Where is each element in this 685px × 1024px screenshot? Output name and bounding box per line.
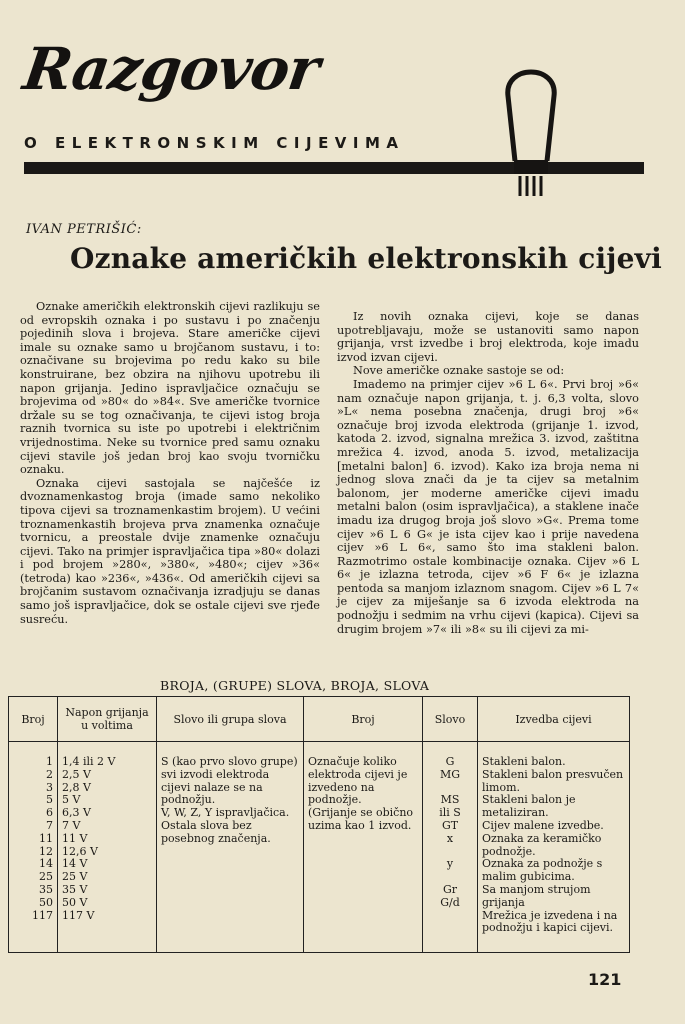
cell-value: Stakleni balon presvučen limom. <box>482 767 624 794</box>
broj-izvoda-cell <box>304 742 423 953</box>
cell-value: 12,6 V <box>62 844 98 858</box>
paragraph: Oznake američkih elektronskih cijevi razlikuju se od evropskih oznaka i po sustavu i po značenju pojedinih slova i brojeva. Stare američke cijevi imale su oznake samo u brojčanom sustavu, i to: označivane su brojevima po redu kako su bile konstruirane, bez obzira na njihovu upotrebu ili napon grijanja. Jedino ispravljačice označuju se brojevima od »80« do »84«. Sve američke tvornice držale su se tog označivanja, te cijevi istog broja raznih tvornica su iste po upotrebi i električnim vrijednostima. Neke su tvornice pred samu oznaku cijevi stavile još jedan broj kao svoju tvorničku oznaku. <box>20 300 320 477</box>
cell-value: Cijev malene izvedbe. <box>482 818 604 832</box>
slovo-cell <box>423 742 478 953</box>
section-subtitle: O ELEKTRONSKIM CIJEVIMA <box>24 134 405 152</box>
page-number: 121 <box>588 970 622 989</box>
cell-value: 7 V <box>62 818 81 832</box>
cell-value: 50 <box>39 895 53 909</box>
table-header-row <box>9 697 630 742</box>
cell-value: S (kao prvo slovo grupe) svi izvodi elektroda cijevi nalaze se na podnožju. <box>161 755 298 807</box>
cell-value: 7 <box>46 818 53 832</box>
paragraph: Iz novih oznaka cijevi, koje se danas upotrebljavaju, može se ustanoviti samo napon grijanja, vrst izvedbe i broj elektroda, koje imadu izvod izvan cijevi. <box>337 310 639 364</box>
table-heading: BROJA, (GRUPE) SLOVA, BROJA, SLOVA <box>160 678 430 693</box>
cell-value: Oznaka za keramičko podnožje. <box>482 831 602 858</box>
cell-value: 11 <box>39 831 53 845</box>
column-header: Napon grijanja u voltima <box>58 697 157 742</box>
cell-value: MG <box>439 767 461 781</box>
broj-cell <box>9 742 58 953</box>
cell-value: 5 V <box>62 793 81 807</box>
article-column-left <box>20 300 320 626</box>
cell-value: Sa manjom strujom grijanja <box>482 882 591 909</box>
article-column-right <box>337 310 639 636</box>
cell-value: x <box>446 831 454 845</box>
cell-value: 1 <box>46 755 53 768</box>
izvedba-cell <box>478 742 630 953</box>
tube-code-table <box>8 696 630 953</box>
cell-value: Mrežica je izvedena i na podnožju i kapici cijevi. <box>482 908 618 935</box>
cell-value: 2 <box>46 767 53 781</box>
table-row <box>9 742 630 953</box>
cell-value: 25 V <box>62 870 88 884</box>
cell-value: Stakleni balon. <box>482 755 566 768</box>
magazine-logo: Razgovor <box>19 35 324 103</box>
cell-value: ili S <box>439 806 461 820</box>
cell-value: 2,5 V <box>62 767 91 781</box>
cell-value: G/d <box>440 895 460 909</box>
cell-value: 14 <box>39 857 53 871</box>
vacuum-tube-icon <box>496 56 568 200</box>
napon-cell <box>58 742 157 953</box>
cell-value: 3 <box>46 780 53 794</box>
cell-value: Gr <box>442 882 458 896</box>
cell-value: 1,4 ili 2 V <box>62 755 116 768</box>
cell-value: G <box>445 755 455 768</box>
cell-value: 11 V <box>62 831 88 845</box>
cell-value: Označuje koliko elektroda cijevi je izvedeno na podnožje. <box>308 755 408 807</box>
paragraph: Imademo na primjer cijev »6 L 6«. Prvi broj »6« nam označuje napon grijanja, t. j. 6,3 volta, slovo »L« nema posebna značenja, drugi broj »6« označuje broj izvoda elektroda (grijanje 1. izvod, katoda 2. izvod, signalna mrežica 3. izvod, zaštitna mrežica 4. izvod, anoda 5. izvod, metalizacija [metalni balon] 6. izvod). Kako iza broja nema ni jednog slova znači da je ta cijev sa metalnim balonom, jer moderne američke cijevi imadu metalni balon (osim ispravljačica), a staklene inače imadu iza drugog broja još slovo »G«. Prema tome cijev »6 L 6 G« je ista cijev kao i prije navedena cijev »6 L 6«, samo što ima stakleni balon. Razmotrimo ostale kombinacije oznaka. Cijev »6 L 6« je izlazna tetroda, cijev »6 F 6« je izlazna pentoda sa manjom izlaznom snagom. Cijev »6 L 7« je cijev za miješanje sa 6 izvoda elektroda na podnožju i sedmim na vrhu cijevi (kapica). Cijevi sa drugim brojem »7« ili »8« su ili cijevi za mi- <box>337 377 639 636</box>
cell-value: Oznaka za podnožje s malim gubicima. <box>482 857 603 884</box>
cell-value: 6,3 V <box>62 806 91 820</box>
cell-value: 117 V <box>62 908 95 922</box>
column-header: Broj <box>9 697 58 742</box>
cell-value: 25 <box>39 870 53 884</box>
column-header: Slovo ili grupa slova <box>157 697 304 742</box>
cell-value: 6 <box>46 806 53 820</box>
cell-value: MS <box>440 793 460 807</box>
paragraph: Nove američke oznake sastoje se od: <box>353 364 565 378</box>
cell-value: y <box>446 857 454 871</box>
cell-value: 5 <box>46 793 53 807</box>
cell-value: 14 V <box>62 857 88 871</box>
article-author: IVAN PETRIŠIĆ: <box>26 222 142 237</box>
cell-value: 35 V <box>62 882 88 896</box>
cell-value: V, W, Z, Y ispravljačica. <box>161 806 290 820</box>
cell-value: (Grijanje se obično uzima kao 1 izvod. <box>308 806 414 832</box>
column-header: Izvedba cijevi <box>478 697 630 742</box>
article-title: Oznake američkih elektronskih cijevi <box>70 242 662 275</box>
cell-value: 35 <box>39 882 53 896</box>
cell-value: 12 <box>39 844 53 858</box>
column-header: Slovo <box>423 697 478 742</box>
cell-value: 50 V <box>62 895 88 909</box>
cell-value: 2,8 V <box>62 780 91 794</box>
cell-value: 117 <box>32 908 53 922</box>
cell-value: GT <box>441 818 459 832</box>
slovo-grupa-cell <box>157 742 304 953</box>
column-header: Broj <box>304 697 423 742</box>
cell-value: Stakleni balon je metaliziran. <box>482 793 576 820</box>
cell-value: Ostala slova bez posebnog značenja. <box>161 818 271 845</box>
paragraph: Oznaka cijevi sastojala se najčešće iz dvoznamenkastog broja (imade samo nekoliko tipova cijevi sa troznamenkastim brojem). U većini troznamenkastih brojeva prva znamenka označuje tvornicu, a preostale dvije znamenke označuju cijevi. Tako na primjer ispravljačica tipa »80« dolazi i pod brojem »280«, »380«, »480«; cijev »36« (tetroda) kao »236«, »436«. Od američkih cijevi sa brojčanim sustavom označivanja izradjuju se danas samo još ispravljačice, dok se ostale cijevi sve rjeđe susreću. <box>20 476 320 626</box>
